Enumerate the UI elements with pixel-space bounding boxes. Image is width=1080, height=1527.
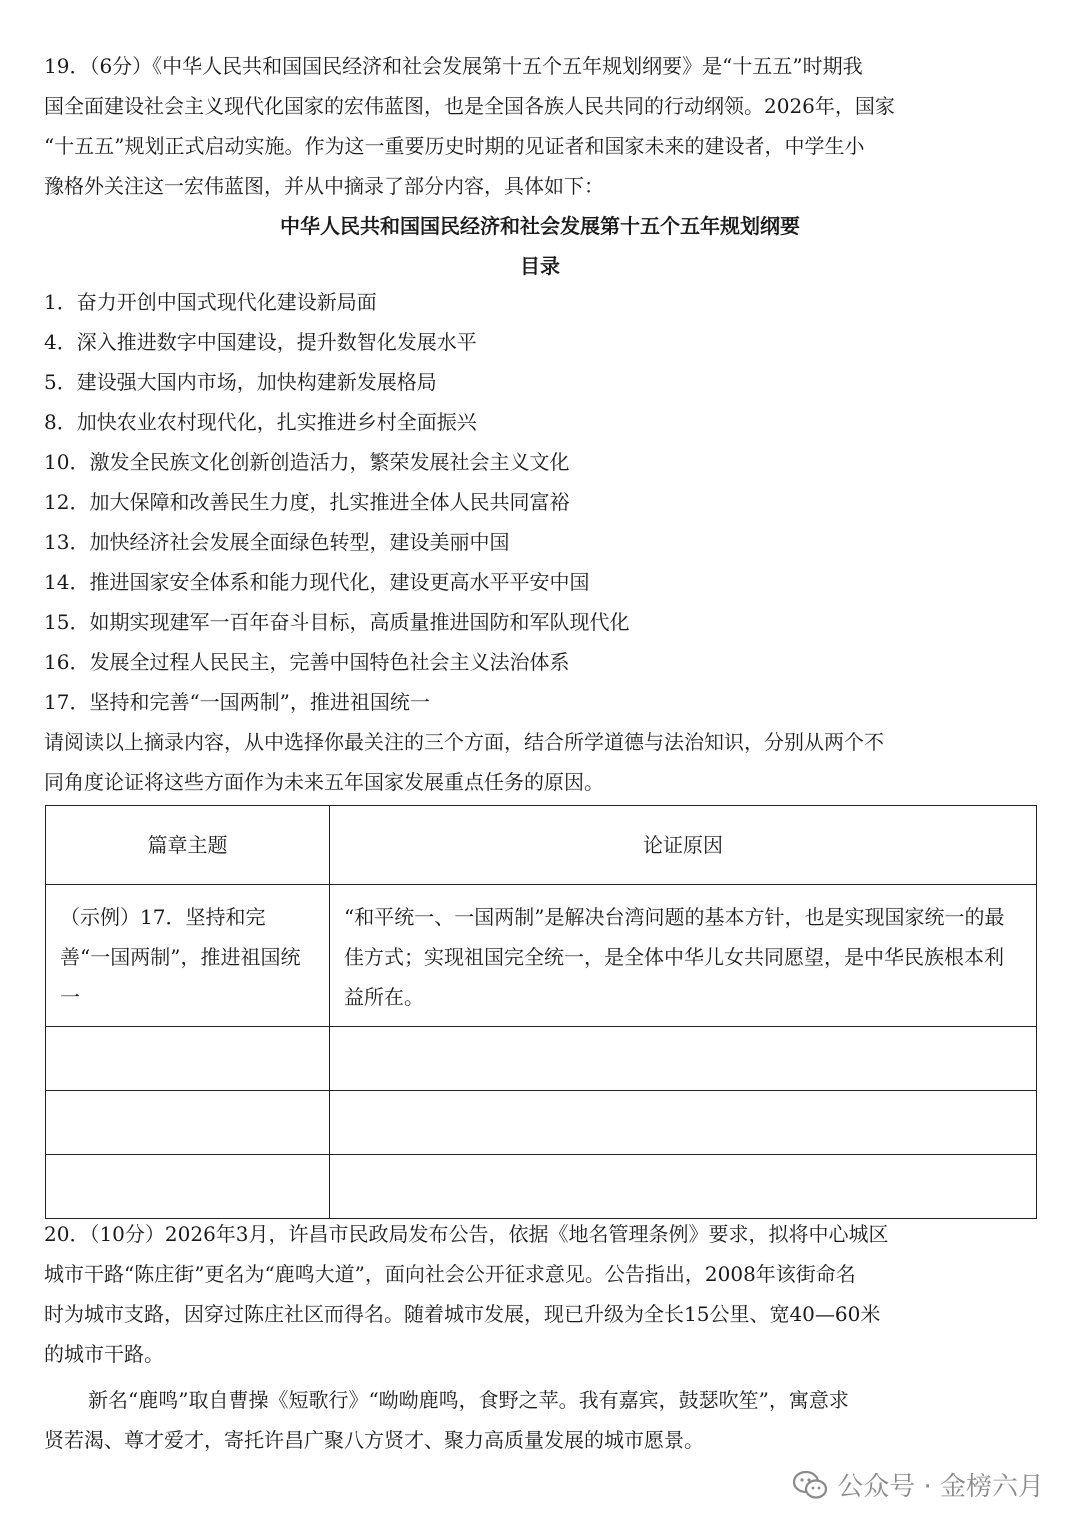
q19-prompt-line-1: 请阅读以上摘录内容，从中选择你最关注的三个方面，结合所学道德与法治知识，分别从两个不 (44, 730, 884, 754)
q19-prompt-line-2: 同角度论证将这些方面作为未来五年国家发展重点任务的原因。 (44, 770, 604, 794)
watermark (793, 1466, 1044, 1503)
example-reason: “和平统一、一国两制”是解决台湾问题的基本方针，也是实现国家统一的最佳方式；实现祖国完全统一，是全体中华儿女共同愿望，是中华民族根本利益所在。 (344, 905, 1005, 1009)
toc-item: 16．发展全过程人民民主，完善中国特色社会主义法治体系 (44, 650, 570, 674)
watermark-text: 公众号 · 金榜六月 (837, 1472, 1044, 1502)
answer-reason-cell-1[interactable] (330, 1027, 1037, 1091)
toc-item: 17．坚持和完善“一国两制”，推进祖国统一 (44, 690, 430, 714)
toc-title: 目录 (520, 254, 560, 278)
q20-line-2: 城市干路“陈庄街”更名为“鹿鸣大道”，面向社会公开征求意见。公告指出，2008年该街命名 (44, 1262, 856, 1286)
document-title: 中华人民共和国国民经济和社会发展第十五个五年规划纲要 (280, 214, 800, 238)
q20-para2-line-2: 贤若渴、尊才爱才，寄托许昌广聚八方贤才、聚力高质量发展的城市愿景。 (44, 1428, 704, 1452)
q20-line-4: 的城市干路。 (44, 1342, 164, 1366)
table-row-answer-3 (46, 1155, 1037, 1219)
q19-line-3: “十五五”规划正式启动实施。作为这一重要历史时期的见证者和国家未来的建设者，中学生小 (44, 134, 865, 158)
answer-reason-cell-2[interactable] (330, 1091, 1037, 1155)
q19-line-2: 国全面建设社会主义现代化国家的宏伟蓝图，也是全国各族人民共同的行动纲领。2026年，国家 (44, 94, 895, 118)
q20-para2-line-1: 新名“鹿鸣”取自曹操《短歌行》“呦呦鹿鸣，食野之苹。我有嘉宾，鼓瑟吹笙”，寓意求 (88, 1388, 849, 1412)
example-topic: （示例）17．坚持和完善“一国两制”，推进祖国统一 (60, 905, 301, 1009)
toc-item: 15．如期实现建军一百年奋斗目标，高质量推进国防和军队现代化 (44, 610, 630, 634)
example-topic-cell (46, 885, 330, 1027)
toc-item: 1．奋力开创中国式现代化建设新局面 (44, 290, 377, 314)
table-row-answer-2 (46, 1091, 1037, 1155)
toc-item: 12．加大保障和改善民生力度，扎实推进全体人民共同富裕 (44, 490, 570, 514)
q19-line-4: 豫格外关注这一宏伟蓝图，并从中摘录了部分内容，具体如下： (44, 174, 604, 198)
table-header-row (46, 806, 1037, 885)
table-row-answer-1 (46, 1027, 1037, 1091)
answer-topic-cell-1[interactable] (46, 1027, 330, 1091)
q20-line-1: 20．（10分）2026年3月，许昌市民政局发布公告，依据《地名管理条例》要求，拟将中心城区 (44, 1222, 889, 1246)
toc-item: 14．推进国家安全体系和能力现代化，建设更高水平平安中国 (44, 570, 590, 594)
col-header-reason: 论证原因 (330, 806, 1037, 885)
toc-item: 4．深入推进数字中国建设，提升数智化发展水平 (44, 330, 477, 354)
answer-topic-cell-3[interactable] (46, 1155, 330, 1219)
q20-line-3: 时为城市支路，因穿过陈庄社区而得名。随着城市发展，现已升级为全长15公里、宽40—60米 (44, 1302, 881, 1326)
answer-table (45, 805, 1037, 1219)
toc-item: 13．加快经济社会发展全面绿色转型，建设美丽中国 (44, 530, 510, 554)
toc-item: 10．激发全民族文化创新创造活力，繁荣发展社会主义文化 (44, 450, 570, 474)
answer-topic-cell-2[interactable] (46, 1091, 330, 1155)
q19-line-1: 19．（6分）《中华人民共和国国民经济和社会发展第十五个五年规划纲要》是“十五五”时期我 (44, 54, 863, 78)
table-row-example (46, 885, 1037, 1027)
toc-item: 5．建设强大国内市场，加快构建新发展格局 (44, 370, 437, 394)
toc-item: 8．加快农业农村现代化，扎实推进乡村全面振兴 (44, 410, 477, 434)
example-reason-cell (330, 885, 1037, 1027)
col-header-topic: 篇章主题 (46, 806, 330, 885)
answer-reason-cell-3[interactable] (330, 1155, 1037, 1219)
wechat-icon (793, 1470, 827, 1500)
